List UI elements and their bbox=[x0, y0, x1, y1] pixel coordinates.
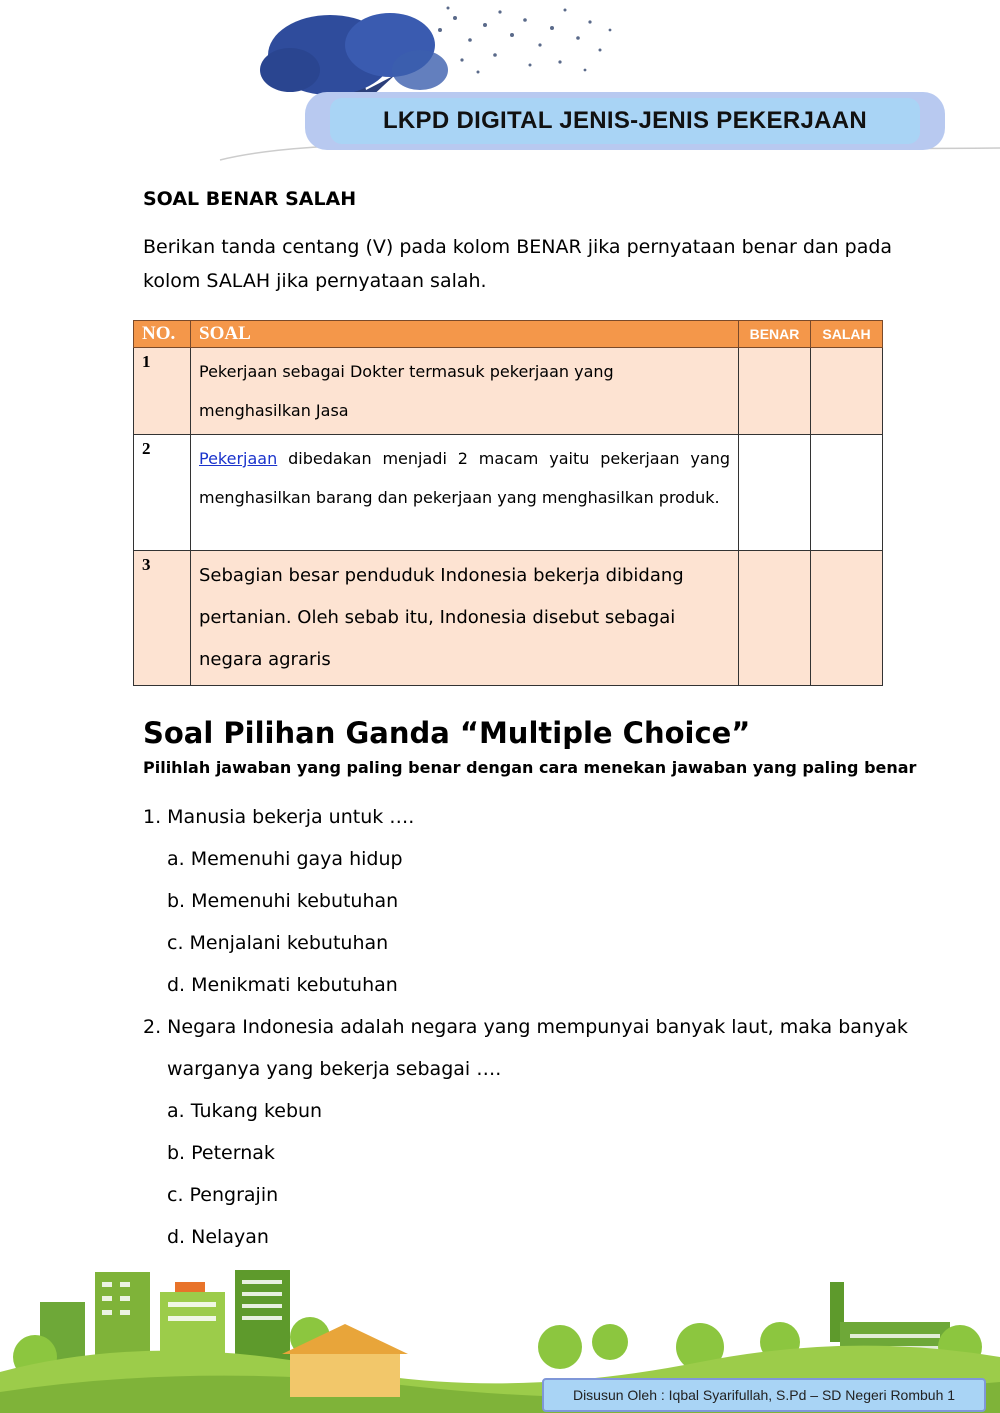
row-number: 2 bbox=[134, 435, 191, 551]
salah-checkbox-cell[interactable] bbox=[811, 435, 883, 551]
pekerjaan-link[interactable]: Pekerjaan bbox=[199, 449, 278, 468]
multiple-choice-instruction: Pilihlah jawaban yang paling benar dengan cara menekan jawaban yang paling benar bbox=[143, 758, 917, 777]
answer-option[interactable]: b. Peternak bbox=[167, 1142, 275, 1164]
benar-checkbox-cell[interactable] bbox=[739, 435, 811, 551]
col-no-header: NO. bbox=[134, 321, 191, 348]
answer-option[interactable]: d. Menikmati kebutuhan bbox=[167, 974, 398, 996]
multiple-choice-title: Soal Pilihan Ganda “Multiple Choice” bbox=[143, 716, 751, 750]
answer-option[interactable]: a. Memenuhi gaya hidup bbox=[167, 848, 403, 870]
salah-checkbox-cell[interactable] bbox=[811, 348, 883, 435]
true-false-instruction: Berikan tanda centang (V) pada kolom BENAR jika pernyataan benar dan pada kolom SALAH jika pernyataan salah. bbox=[143, 236, 893, 292]
question-2: 2. Negara Indonesia adalah negara yang mempunyai banyak laut, maka banyak bbox=[143, 1016, 908, 1038]
question-1: 1. Manusia bekerja untuk …. bbox=[143, 806, 415, 828]
row-statement-text: dibedakan menjadi 2 macam yaitu pekerjaan yang menghasilkan barang dan pekerjaan yang menghasilkan produk. bbox=[199, 449, 730, 507]
answer-option[interactable]: d. Nelayan bbox=[167, 1226, 269, 1248]
row-statement: Pekerjaan sebagai Dokter termasuk pekerjaan yang menghasilkan Jasa bbox=[191, 348, 739, 435]
page-header bbox=[0, 0, 1000, 170]
row-number: 1 bbox=[134, 348, 191, 435]
benar-checkbox-cell[interactable] bbox=[739, 551, 811, 686]
salah-checkbox-cell[interactable] bbox=[811, 551, 883, 686]
row-statement bbox=[191, 435, 739, 551]
table-row bbox=[134, 348, 883, 435]
answer-option[interactable]: a. Tukang kebun bbox=[167, 1100, 323, 1122]
answer-option[interactable]: c. Menjalani kebutuhan bbox=[167, 932, 389, 954]
table-header-row bbox=[134, 321, 883, 348]
question-2-continued: warganya yang bekerja sebagai …. bbox=[167, 1058, 502, 1080]
true-false-title: SOAL BENAR SALAH bbox=[143, 188, 357, 210]
col-benar-header: BENAR bbox=[739, 321, 811, 348]
table-row bbox=[134, 435, 883, 551]
true-false-table bbox=[133, 320, 883, 686]
benar-checkbox-cell[interactable] bbox=[739, 348, 811, 435]
title-banner bbox=[330, 98, 920, 144]
col-salah-header: SALAH bbox=[811, 321, 883, 348]
tree-birds-illustration bbox=[0, 0, 1000, 170]
row-number: 3 bbox=[134, 551, 191, 686]
row-statement: Sebagian besar penduduk Indonesia bekerja dibidang pertanian. Oleh sebab itu, Indonesia disebut sebagai negara agraris bbox=[191, 551, 739, 686]
answer-option[interactable]: c. Pengrajin bbox=[167, 1184, 279, 1206]
answer-option[interactable]: b. Memenuhi kebutuhan bbox=[167, 890, 399, 912]
page-title: LKPD DIGITAL JENIS-JENIS PEKERJAAN bbox=[382, 107, 868, 134]
table-row bbox=[134, 551, 883, 686]
author-credit: Disusun Oleh : Iqbal Syarifullah, S.Pd – SD Negeri Rombuh 1 bbox=[542, 1378, 986, 1412]
multiple-choice-list bbox=[143, 800, 943, 1262]
col-soal-header: SOAL bbox=[191, 321, 739, 348]
